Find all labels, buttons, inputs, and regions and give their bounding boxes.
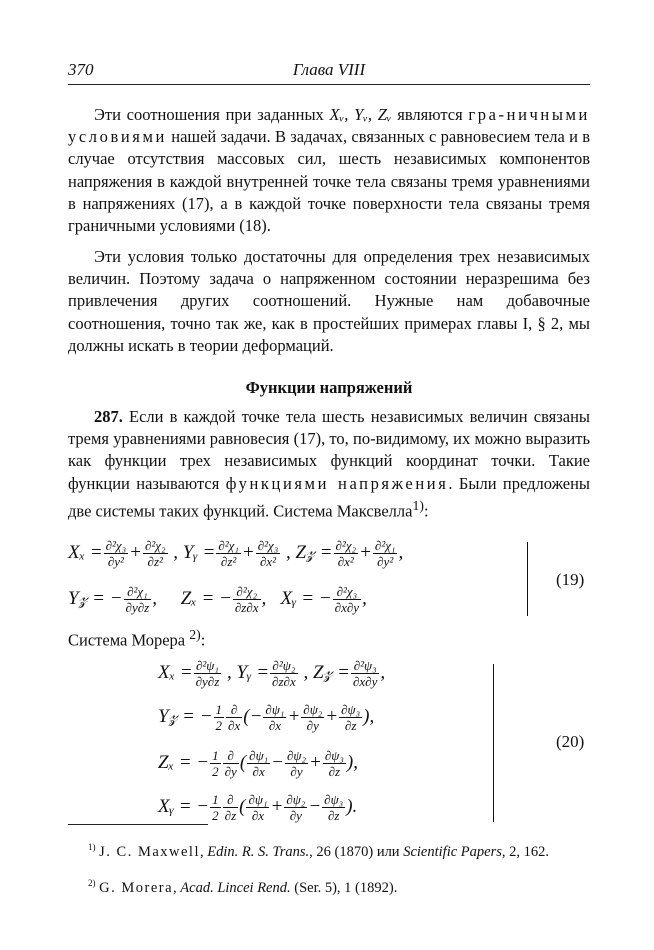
p1-spaced-1: гра-ничными — [468, 105, 590, 124]
footnote-rule — [68, 824, 208, 825]
p1-spaced-2: условиями — [68, 127, 167, 147]
eq19-row2: Y𝓏 = − $\frac{\text{∂²χ₁}}{\partial y\partial z}$ , Zₓ = − $\frac{\text{∂²χ₂}}{\partial z\partial x}$ , Xᵧ = − $\frac{\text{∂²χ₃}}{\partial x\partial y}$ , — [68, 584, 367, 615]
footnote-2: $^{2)}$ G. Morera, Acad. Lincei Rend. (Ser. 5), 1 (1892). — [88, 878, 398, 896]
eq19-row1: Xₓ = $\frac{\text{∂²χ₃}}{\text{∂y²}}$ + $\frac{\text{∂²χ₂}}{\text{∂z²}}$ , Yᵧ = $\frac{\text{∂²χ₁}}{\text{∂z²}}$ + $\frac{\text{∂²χ₃}}{\text{∂x²}}$ , Z𝓏 = $\frac{\text{∂²χ₂}}{\text{∂x²}}$ + $\frac{\text{∂²χ₁}}{\text{∂y²}}$ , — [68, 538, 404, 569]
eq20-row3: Zₓ = − $\frac{1}{2}$ $\frac{\partial}{\partial y}$ ( $\frac{\text{∂ψ₁}}{\partial x}$ − $\frac{\text{∂ψ₂}}{\partial y}$ + $\frac{\text{∂ψ₃}}{\partial z}$ ), — [158, 748, 358, 779]
p1-text-a: Эти соотношения при заданных — [94, 105, 330, 124]
eq19-number: (19) — [556, 570, 585, 589]
p1-text-c: нашей задачи. В задачах, связанных с равновесием тела и в случае отсутствия массовых сил, шесть независимых компонентов напряжения в каждой внутренней точке тела связаны тремя уравнениями в напряжениях (17), а в каждой точке поверхности тела связаны тремя граничными условиями (18). — [68, 127, 590, 236]
eq19-xx-lhs: Xₓ = — [68, 541, 103, 563]
frac: $\frac{\text{∂²χ₂}}{\text{∂x²}}$ — [335, 538, 357, 569]
section-title: Функции напряжений — [245, 378, 413, 397]
p3-text-b: . Были предложены две системы таких функций. Система Максвелла — [68, 473, 590, 521]
footnote-1: $^{1)}$ J. C. Maxwell, Edin. R. S. Trans., 26 (1870) или Scientific Papers, 2, 162. — [88, 842, 549, 860]
eq20-xx: Xₓ = — [158, 661, 193, 683]
morera-colon: : — [200, 630, 206, 650]
morera-intro — [68, 624, 590, 652]
article-number: 287. — [94, 407, 123, 426]
page-header — [68, 60, 590, 86]
paragraph-stress-functions — [68, 406, 590, 523]
frac: $\frac{\text{∂²χ₁}}{\text{∂z²}}$ — [218, 538, 239, 569]
frac: $\frac{\text{∂ψ₁}}{\partial x}$ — [265, 702, 285, 733]
frac: $\frac{\text{∂ψ₂}}{\partial y}$ — [287, 748, 307, 779]
footnote-2-mark: 2) — [88, 878, 96, 888]
eq20-r3-lhs: Zₓ = − — [158, 751, 210, 773]
eq20-row1: Xₓ = $\frac{\text{∂²ψ₁}}{\partial y\partial z}$ , Yᵧ = $\frac{\text{∂²ψ₂}}{\partial z\partial x}$ , Z𝓏 = $\frac{\text{∂²ψ₃}}{\partial x\partial y}$ , — [158, 658, 386, 689]
frac: $\frac{\text{∂ψ₂}}{\partial y}$ — [286, 792, 306, 823]
frac: $\frac{\text{∂ψ₃}}{\partial z}$ — [341, 702, 361, 733]
eq20-number: (20) — [556, 732, 585, 751]
footnote-2-author: G. Morera — [99, 879, 174, 896]
eq20-zz: , Z𝓏 = — [303, 661, 350, 683]
eq19-zx-lhs: Zₓ = − — [180, 587, 232, 609]
frac: $\frac{\text{∂²ψ₃}}{\partial x\partial y}$ — [352, 658, 378, 689]
eq20-brace — [493, 664, 494, 822]
eq19-brace — [527, 542, 528, 616]
frac: $\frac{\partial}{\partial x}$ — [228, 702, 241, 733]
eq20-row4: Xᵧ = − $\frac{1}{2}$ $\frac{\partial}{\partial z}$ ( $\frac{\text{∂ψ₁}}{\partial x}$ + $\frac{\text{∂ψ₂}}{\partial y}$ − $\frac{\text{∂ψ₃}}{\partial z}$ ). — [158, 792, 358, 823]
eq20-r4-lhs: Xᵧ = − — [158, 795, 210, 817]
frac: $\frac{\text{∂²χ₂}}{\text{∂z²}}$ — [144, 538, 166, 569]
p1-text-b: являются — [391, 105, 469, 124]
frac: $\frac{\text{∂²χ₂}}{\partial z\partial x}$ — [234, 584, 259, 615]
frac: $\frac{\partial}{\partial z}$ — [224, 792, 237, 823]
morera-text: Система Морера — [68, 630, 186, 650]
p1-vars: Xᵥ, Yᵥ, Zᵥ — [329, 105, 392, 124]
running-title: Глава VIII — [292, 60, 366, 79]
footnote-1-author: J. C. Maxwell — [99, 843, 200, 860]
frac: $\frac{1}{2}$ — [212, 748, 219, 779]
eq19-zz-lhs: , Z𝓏 = — [286, 541, 333, 563]
footnote-1-source: Edin. R. S. Trans. — [207, 843, 310, 860]
eq20-r2-lhs: Y𝓏 = − — [158, 705, 213, 727]
frac: $\frac{\text{∂²χ₃}}{\text{∂x²}}$ — [257, 538, 279, 569]
eq20-yy: , Yᵧ = — [227, 661, 270, 683]
paragraph-sufficiency — [68, 246, 590, 357]
paragraph-boundary-conditions — [68, 104, 590, 237]
p2-text: Эти условия только достаточны для определения трех независимых величин. Поэтому задача о напряженном состоянии неразрешима без привлечения других соотношений. Нужные нам добавочные соотношения, точно так же, как в простейших примерах главы I, § 2, мы должны искать в теории деформаций. — [68, 247, 590, 355]
frac: $\frac{1}{2}$ — [215, 702, 223, 733]
frac: $\frac{\text{∂ψ₁}}{\partial x}$ — [249, 748, 269, 779]
footnote-1-source2: Scientific Papers — [403, 843, 502, 860]
frac: $\frac{\text{∂ψ₁}}{\partial x}$ — [248, 792, 268, 823]
p3-spaced: функциями напряжения — [225, 473, 449, 493]
footnote-1-mark: 1) — [88, 842, 96, 852]
frac: $\frac{\text{∂²χ₃}}{\text{∂y²}}$ — [105, 538, 127, 569]
frac: $\frac{\text{∂ψ₂}}{\partial y}$ — [303, 702, 323, 733]
frac: $\frac{\partial}{\partial y}$ — [224, 748, 237, 779]
page-number: 370 — [68, 60, 94, 79]
header-rule — [68, 84, 590, 85]
frac: $\frac{\text{∂²ψ₁}}{\partial y\partial z}$ — [195, 658, 220, 689]
eq19-xy-lhs: Xᵧ = − — [280, 587, 332, 609]
frac: $\frac{1}{2}$ — [212, 792, 219, 823]
frac: $\frac{\text{∂²χ₁}}{\text{∂y²}}$ — [374, 538, 396, 569]
p3-text-c: : — [423, 501, 429, 521]
frac: $\frac{\text{∂²χ₁}}{\partial y\partial z}$ — [125, 584, 150, 615]
frac: $\frac{\text{∂²χ₃}}{\partial x\partial y}$ — [334, 584, 360, 615]
frac: $\frac{\text{∂ψ₃}}{\partial z}$ — [324, 748, 344, 779]
eq20-row2: Y𝓏 = − $\frac{1}{2}$ $\frac{\partial}{\partial x}$ (− $\frac{\text{∂ψ₁}}{\partial x}$ + $\frac{\text{∂ψ₂}}{\partial y}$ + $\frac{\text{∂ψ₃}}{\partial z}$ ), — [158, 702, 375, 733]
footnote-2-source: Acad. Lincei Rend. — [180, 879, 291, 896]
footnote-ref-1: 1) — [412, 497, 424, 513]
frac: $\frac{\text{∂ψ₃}}{\partial z}$ — [324, 792, 344, 823]
footnote-ref-2: 2) — [189, 627, 201, 642]
eq19-yz-lhs: Y𝓏 = − — [68, 587, 123, 609]
eq19-yy-lhs: , Yᵧ = — [173, 541, 216, 563]
p3-text-a: Если в каждой точке тела шесть независимых величин связаны тремя уравнениями равновесия (17), то, по-видимому, их можно выразить как функции трех независимых функций координат точки. Такие функции называются — [68, 407, 590, 493]
frac: $\frac{\text{∂²ψ₂}}{\partial z\partial x}$ — [272, 658, 296, 689]
